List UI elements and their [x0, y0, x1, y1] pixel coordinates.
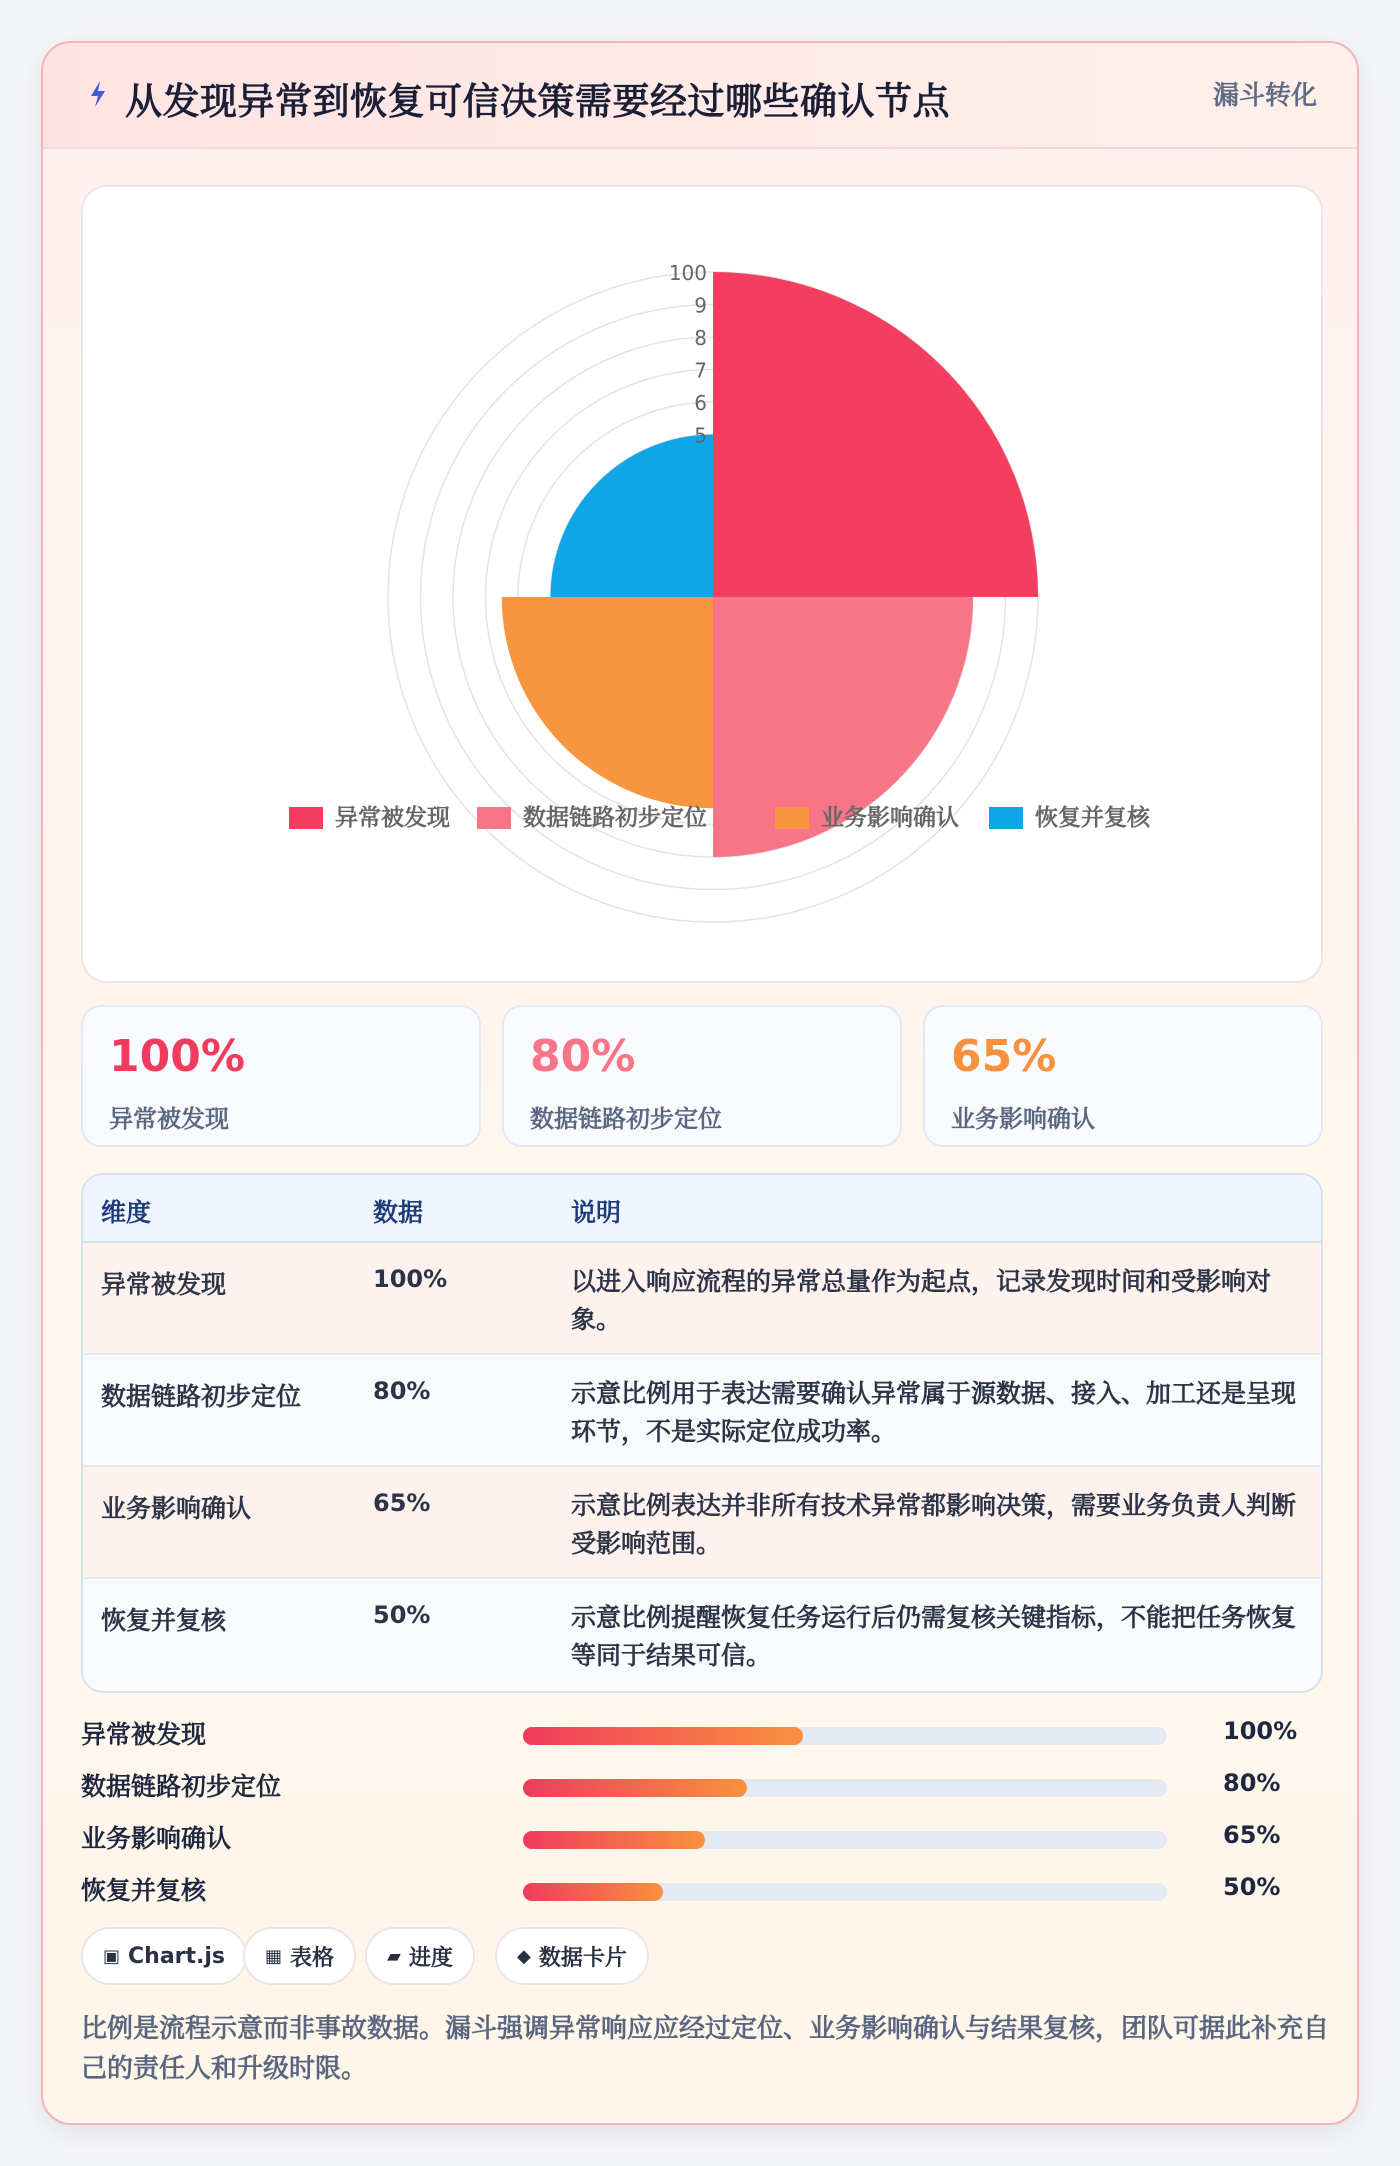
- column-header-data: 数据: [373, 1198, 424, 1227]
- chip-chartjs[interactable]: [81, 1927, 247, 1985]
- legend-swatch: [989, 807, 1023, 829]
- cell-value: 50%: [373, 1601, 431, 1629]
- polar-wedge-3: [502, 597, 713, 808]
- chip-label: Chart.js: [128, 1943, 226, 1969]
- cell-dimension: 异常被发现: [101, 1270, 227, 1299]
- legend-label: 数据链路初步定位: [523, 805, 707, 831]
- progress-label: 数据链路初步定位: [81, 1772, 282, 1801]
- cell-dimension: 业务影响确认: [101, 1494, 252, 1523]
- progress-value: 50%: [1223, 1873, 1281, 1901]
- chip-label: 数据卡片: [538, 1945, 627, 1971]
- card-icon: ◆: [517, 1945, 531, 1967]
- card-header: [43, 43, 1357, 149]
- progress-label: 业务影响确认: [81, 1824, 232, 1853]
- legend-swatch: [289, 807, 323, 829]
- tick-label: 6: [694, 391, 707, 415]
- polar-wedge-1: [713, 272, 1038, 597]
- tick-label: 7: [694, 358, 707, 383]
- cell-description: 示意比例提醒恢复任务运行后仍需复核关键指标，不能把任务恢复等同于结果可信。: [571, 1603, 1297, 1670]
- tick-label: 8: [694, 326, 707, 350]
- stat-value: 65%: [951, 1031, 1057, 1082]
- table-icon: ▦: [265, 1945, 283, 1967]
- stat-label: 业务影响确认: [951, 1105, 1095, 1133]
- progress-value: 100%: [1223, 1717, 1298, 1745]
- legend-swatch: [775, 807, 809, 829]
- progress-row-4: [81, 1871, 1323, 1911]
- table-row: [83, 1467, 1321, 1579]
- progress-label: 异常被发现: [81, 1720, 207, 1749]
- progress-value: 65%: [1223, 1821, 1281, 1849]
- progress-track: [523, 1779, 1167, 1797]
- tick-label: 9: [694, 293, 707, 318]
- progress-fill: [523, 1883, 663, 1901]
- cell-description: 示意比例表达并非所有技术异常都影响决策，需要业务负责人判断受影响范围。: [571, 1491, 1297, 1558]
- column-header-description: 说明: [571, 1198, 622, 1227]
- main-card: [41, 41, 1359, 2125]
- table-header: [83, 1175, 1321, 1243]
- data-table: [81, 1173, 1323, 1693]
- stat-card-1: [81, 1005, 481, 1147]
- table-row: [83, 1579, 1321, 1691]
- chip-table[interactable]: [243, 1927, 356, 1985]
- progress-row-2: [81, 1767, 1323, 1807]
- progress-track: [523, 1883, 1167, 1901]
- cell-dimension: 恢复并复核: [101, 1606, 227, 1635]
- chart-panel: [81, 185, 1323, 983]
- progress-value: 80%: [1223, 1769, 1281, 1797]
- stat-label: 数据链路初步定位: [530, 1105, 722, 1133]
- cell-value: 80%: [373, 1377, 431, 1405]
- stat-card-2: [502, 1005, 902, 1147]
- progress-row-1: [81, 1715, 1323, 1755]
- progress-fill: [523, 1727, 803, 1745]
- table-row: [83, 1243, 1321, 1355]
- progress-track: [523, 1831, 1167, 1849]
- cell-description: 以进入响应流程的异常总量作为起点，记录发现时间和受影响对象。: [571, 1267, 1272, 1334]
- page-title: 从发现异常到恢复可信决策需要经过哪些确认节点: [125, 80, 950, 123]
- progress-icon: ▰: [387, 1945, 401, 1967]
- progress-track: [523, 1727, 1167, 1745]
- polar-area-chart: [83, 187, 1325, 985]
- chip-progress[interactable]: [365, 1927, 475, 1985]
- cell-description: 示意比例用于表达需要确认异常属于源数据、接入、加工还是呈现环节，不是实际定位成功率。: [571, 1379, 1297, 1446]
- chart-icon: ▣: [103, 1945, 121, 1967]
- cell-value: 100%: [373, 1265, 448, 1293]
- cell-dimension: 数据链路初步定位: [101, 1382, 302, 1411]
- legend-item-1: [289, 804, 450, 831]
- stat-value: 80%: [530, 1031, 636, 1082]
- legend-item-4: [989, 804, 1151, 831]
- progress-label: 恢复并复核: [81, 1876, 207, 1905]
- cell-value: 65%: [373, 1489, 431, 1517]
- stat-card-3: [923, 1005, 1323, 1147]
- chip-label: 表格: [290, 1945, 335, 1971]
- progress-row-3: [81, 1819, 1323, 1859]
- tick-label: 5: [694, 423, 707, 448]
- legend-swatch: [477, 807, 511, 829]
- progress-fill: [523, 1779, 747, 1797]
- tick-label: 100: [668, 261, 707, 285]
- chip-data-card[interactable]: [495, 1927, 649, 1985]
- legend-label: 业务影响确认: [821, 805, 959, 831]
- legend-label: 恢复并复核: [1035, 805, 1150, 831]
- legend-label: 异常被发现: [335, 805, 450, 831]
- lightning-icon: [85, 79, 111, 109]
- stat-label: 异常被发现: [109, 1105, 229, 1133]
- stat-value: 100%: [109, 1031, 245, 1082]
- column-header-dimension: 维度: [101, 1198, 152, 1227]
- table-row: [83, 1355, 1321, 1467]
- footnote: 比例是流程示意而非事故数据。漏斗强调异常响应应经过定位、业务影响确认与结果复核，团队可据此补充自己的责任人和升级时限。: [81, 2014, 1330, 2084]
- chart-type-tag: 漏斗转化: [1212, 81, 1317, 111]
- progress-fill: [523, 1831, 705, 1849]
- chip-label: 进度: [408, 1945, 453, 1971]
- legend-item-3: [775, 804, 959, 831]
